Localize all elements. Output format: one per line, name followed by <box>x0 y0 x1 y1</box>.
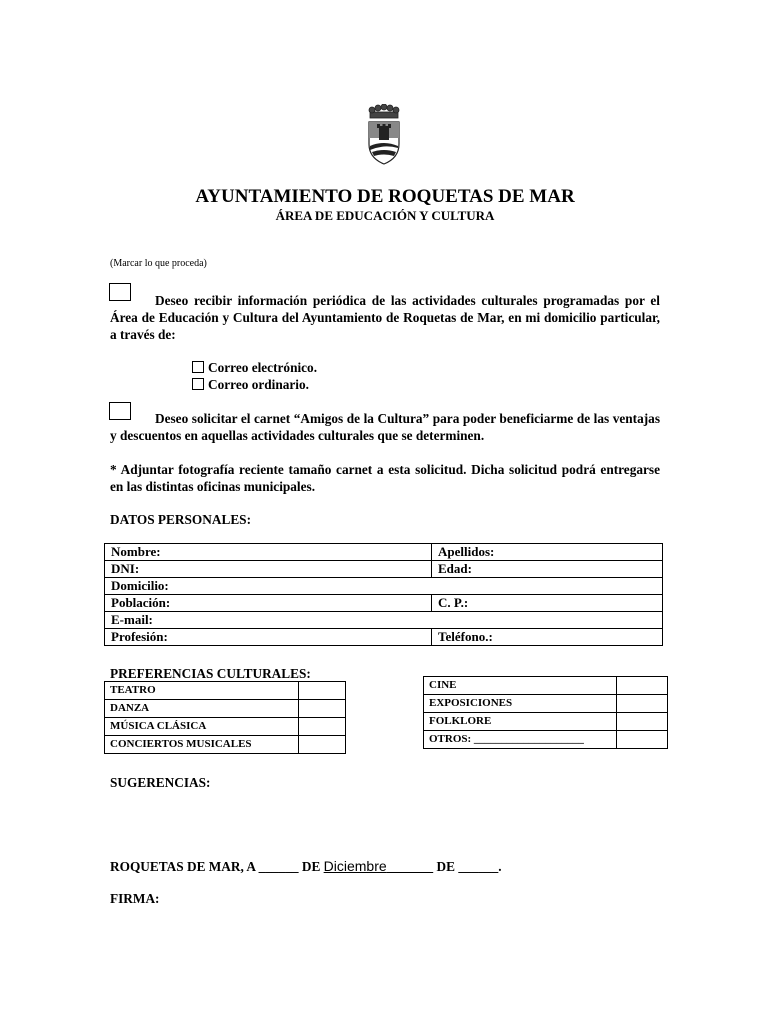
preference-label: FOLKLORE <box>424 713 617 731</box>
preference-checkbox-teatro[interactable] <box>299 682 346 700</box>
nombre-field[interactable]: Nombre: <box>105 544 432 561</box>
edad-field[interactable]: Edad: <box>432 561 663 578</box>
poblacion-field[interactable]: Población: <box>105 595 432 612</box>
preference-checkbox-cine[interactable] <box>617 677 668 695</box>
month-trail <box>387 859 434 874</box>
email-checkbox[interactable] <box>192 361 204 373</box>
suggestions-heading: SUGERENCIAS: <box>110 775 211 790</box>
preference-checkbox-folklore[interactable] <box>617 713 668 731</box>
preference-label: DANZA <box>105 700 299 718</box>
email-field[interactable]: E-mail: <box>105 612 663 629</box>
preference-label: MÚSICA CLÁSICA <box>105 718 299 736</box>
domicilio-field[interactable]: Domicilio: <box>105 578 663 595</box>
preference-checkbox-otros[interactable] <box>617 731 668 749</box>
preference-row <box>424 695 668 713</box>
email-option-label: Correo electrónico. <box>208 360 318 375</box>
page-title: AYUNTAMIENTO DE ROQUETAS DE MAR <box>195 186 575 207</box>
preference-row <box>105 682 346 700</box>
preference-checkbox-musica-clasica[interactable] <box>299 718 346 736</box>
municipal-crest-icon <box>364 104 404 166</box>
preference-label: TEATRO <box>105 682 299 700</box>
preferences-heading: PREFERENCIAS CULTURALES: <box>110 666 311 681</box>
mail-checkbox[interactable] <box>192 378 204 390</box>
apellidos-field[interactable]: Apellidos: <box>432 544 663 561</box>
preference-row <box>424 677 668 695</box>
signature-label: FIRMA: <box>110 891 160 906</box>
date-suffix: DE ______. <box>433 859 502 874</box>
date-line <box>110 858 502 875</box>
preference-row <box>105 700 346 718</box>
preference-label: CINE <box>424 677 617 695</box>
info-request-text: Deseo recibir información periódica de las actividades culturales programadas por el Área de Educación y Cultura del Ayuntamiento de Roquetas de Mar, en mi domicilio particular, a través de: <box>110 293 660 342</box>
preference-checkbox-danza[interactable] <box>299 700 346 718</box>
preference-label: OTROS: ____________________ <box>424 731 617 749</box>
preference-label: CONCIERTOS MUSICALES <box>105 736 299 754</box>
attachment-note: * Adjuntar fotografía reciente tamaño carnet a esta solicitud. Dicha solicitud podrá entregarse en las distintas oficinas municipales. <box>110 462 660 494</box>
preferences-table-left <box>104 681 346 754</box>
preference-checkbox-exposiciones[interactable] <box>617 695 668 713</box>
preference-row <box>105 736 346 754</box>
mail-option[interactable] <box>192 377 309 393</box>
personal-data-table <box>104 543 663 646</box>
cp-field[interactable]: C. P.: <box>432 595 663 612</box>
month-value: Diciembre <box>323 858 387 874</box>
profesion-field[interactable]: Profesión: <box>105 629 432 646</box>
preference-label: EXPOSICIONES <box>424 695 617 713</box>
personal-data-heading: DATOS PERSONALES: <box>110 512 252 527</box>
card-request-text: Deseo solicitar el carnet “Amigos de la Cultura” para poder beneficiarme de las ventajas y descuentos en aquellas actividades culturales que se determinen. <box>110 411 660 443</box>
page-subtitle: ÁREA DE EDUCACIÓN Y CULTURA <box>275 208 495 223</box>
month-field[interactable] <box>324 859 434 874</box>
date-prefix: ROQUETAS DE MAR, A ______ DE <box>110 859 324 874</box>
instruction-note: (Marcar lo que proceda) <box>110 258 207 269</box>
email-option[interactable] <box>192 360 317 376</box>
dni-field[interactable]: DNI: <box>105 561 432 578</box>
preferences-table-right <box>423 676 668 749</box>
preference-row <box>424 731 668 749</box>
preference-row <box>105 718 346 736</box>
telefono-field[interactable]: Teléfono.: <box>432 629 663 646</box>
preference-row <box>424 713 668 731</box>
preference-checkbox-conciertos[interactable] <box>299 736 346 754</box>
mail-option-label: Correo ordinario. <box>208 377 309 392</box>
